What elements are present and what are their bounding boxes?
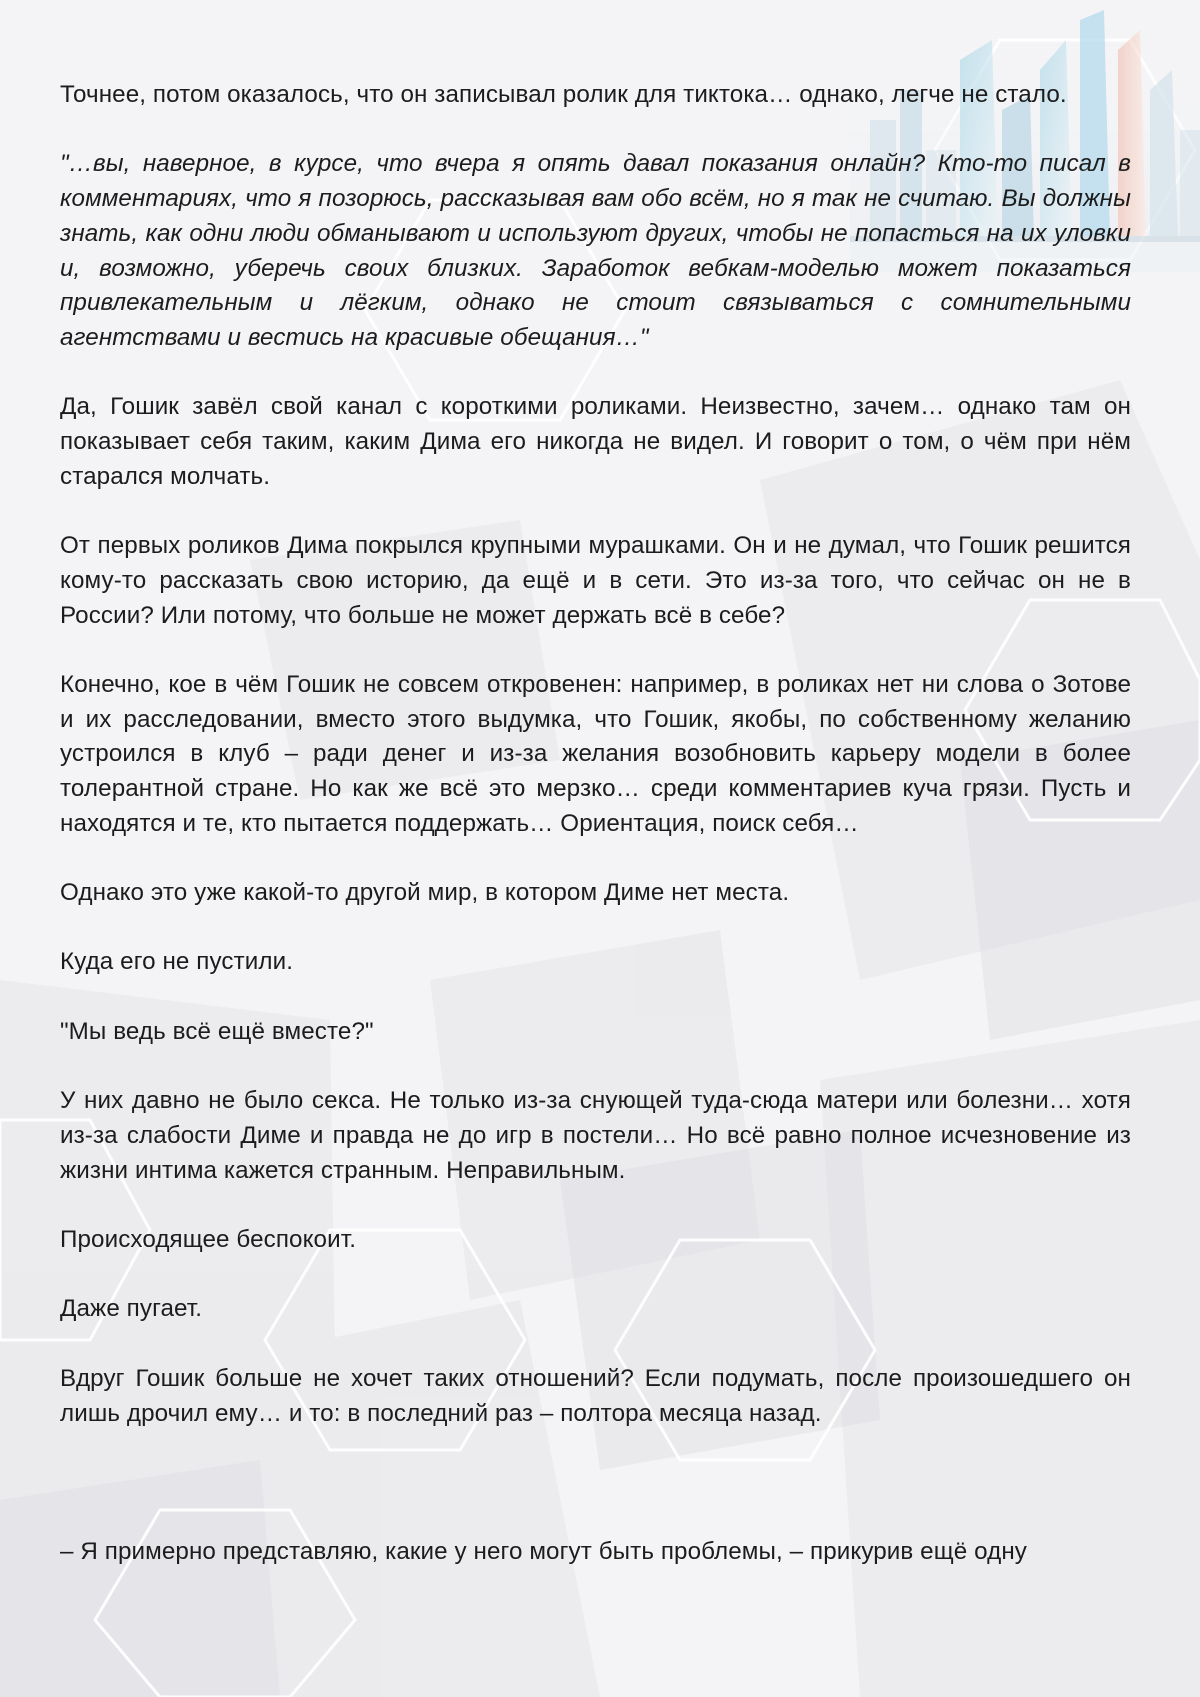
- paragraph: Куда его не пустили.: [60, 948, 294, 976]
- paragraph: От первых роликов Дима покрылся крупными мурашками. Он и не думал, что Гошик решится кому-то рассказать свою историю, да ещё и в сети. Это из-за того, что сейчас он не в России? Или потому, что больше не может держать всё в себе?: [60, 532, 1131, 629]
- paragraph: Да, Гошик завёл свой канал с короткими роликами. Неизвестно, зачем… однако там он показывает себя таким, каким Дима его никогда не видел. И говорит о том, о чём при нём старался молчать.: [60, 393, 1131, 490]
- paragraph: Конечно, кое в чём Гошик не совсем откровенен: например, в роликах нет ни слова о Зотове и их расследовании, вместо этого выдумка, что Гошик, якобы, по собственному желанию устроился в клуб – ради денег и из-за желания возобновить карьеру модели в более толерантной стране. Но как же всё это мерзко… среди комментариев куча грязи. Пусть и находятся и те, кто пытается поддержать… Ориентация, поиск себя…: [60, 670, 1131, 837]
- section-break: [60, 1466, 1131, 1535]
- paragraph: Вдруг Гошик больше не хочет таких отношений? Если подумать, после произошедшего он лишь дрочил ему… и то: в последний раз – полтора месяца назад.: [60, 1364, 1131, 1427]
- quoted-paragraph: "…вы, наверное, в курсе, что вчера я опять давал показания онлайн? Кто-то писал в комментариях, что я позорюсь, рассказывая вам обо всём, но я так не считаю. Вы должны знать, как одни люди обманывают и используют других, чтобы не попасться на их уловки и, возможно, уберечь своих близких. Заработок вебкам-моделью может показаться привлекательным и лёгким, однако не стоит связываться с сомнительными агентствами и вестись на красивые обещания…": [60, 150, 1131, 351]
- final-line: – Я примерно представляю, какие у него могут быть проблемы, – прикурив ещё одну: [60, 1537, 1027, 1565]
- paragraph: "Мы ведь всё ещё вместе?": [60, 1017, 374, 1045]
- document-body: [60, 78, 1131, 1604]
- paragraph: Однако это уже какой-то другой мир, в котором Диме нет места.: [60, 879, 790, 907]
- paragraph: Точнее, потом оказалось, что он записывал ролик для тиктока… однако, легче не стало.: [60, 81, 1067, 108]
- paragraph: Даже пугает.: [60, 1295, 203, 1323]
- paragraph: У них давно не было секса. Не только из-за снующей туда-сюда матери или болезни… хотя из-за слабости Диме и правда не до игр в постели… Но всё равно полное исчезновение из жизни интима кажется странным. Неправильным.: [60, 1087, 1131, 1184]
- paragraph: Происходящее беспокоит.: [60, 1226, 357, 1254]
